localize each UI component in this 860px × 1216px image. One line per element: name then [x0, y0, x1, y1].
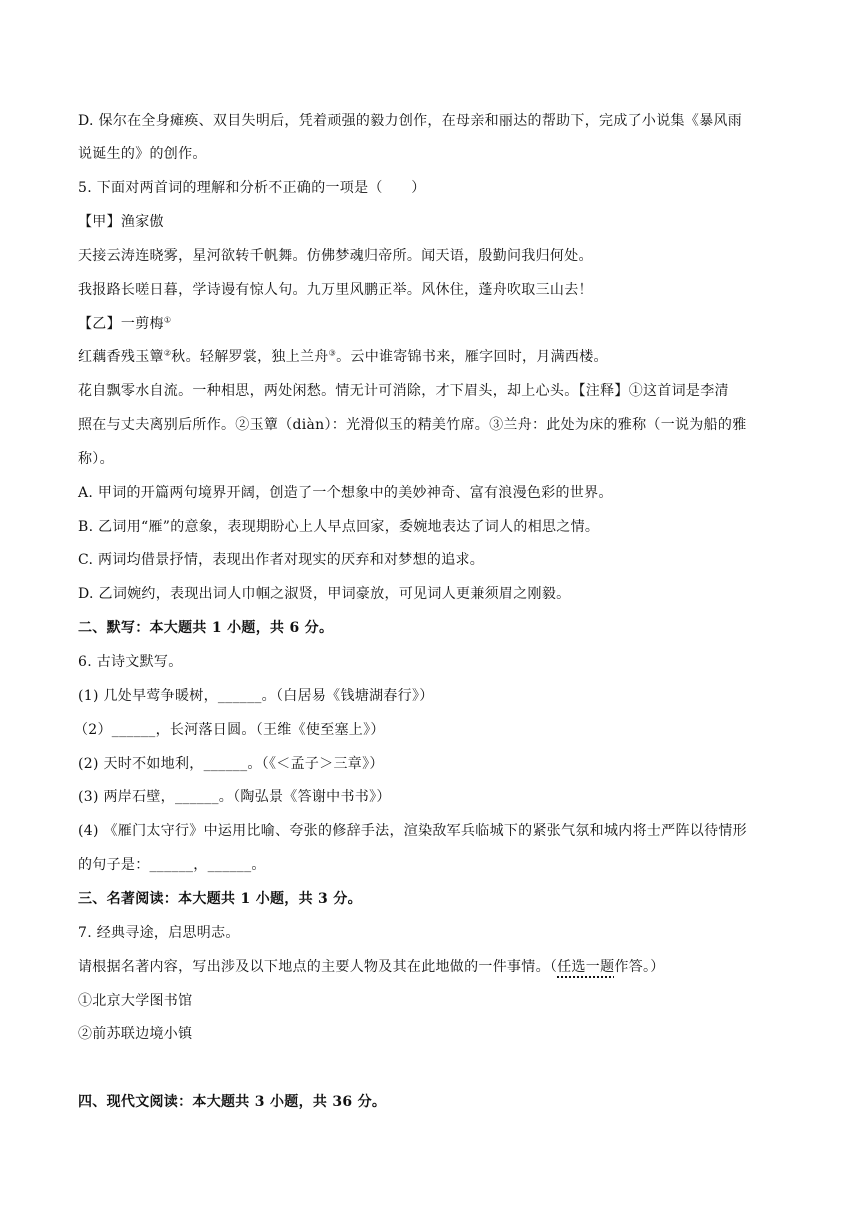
question-6: 6. 古诗文默写。	[78, 654, 183, 670]
q6-item-1: (1) 几处早莺争暖树，______。（白居易《钱塘湖春行》）	[78, 688, 434, 704]
option-d-q4-line1: D. 保尔在全身瘫痪、双目失明后，凭着顽强的毅力创作，在母亲和丽达的帮助下，完成了小说集《暴风雨	[78, 113, 743, 129]
poem-jia-line2: 我报路长嗟日暮，学诗谩有惊人句。九万里风鹏正举。风休住，蓬舟吹取三山去！	[78, 282, 593, 298]
poem-yi-line1-part2: 秋。轻解罗裳，独上兰舟	[171, 349, 329, 365]
footnote-mark-2: ②	[163, 348, 172, 358]
poem-yi-line1	[78, 347, 608, 367]
q6-item-5-line1: (4) 《雁门太守行》中运用比喻、夸张的修辞手法，渲染敌军兵临城下的紧张气氛和城内将士严阵以待情形	[78, 823, 747, 839]
question-7: 7. 经典寻途，启思明志。	[78, 925, 240, 941]
q6-item-5-line2: 的句子是：______，______。	[78, 857, 266, 873]
q6-item-4: (3) 两岸石壁，______。（陶弘景《答谢中书书》）	[78, 789, 391, 805]
q6-item-3: (2) 天时不如地利，______。（《＜孟子＞三章》）	[78, 756, 384, 772]
option-d-q4-line2: 说诞生的》的创作。	[78, 146, 207, 162]
instruction-text-start: 请根据名著内容，写出涉及以下地点的主要人物及其在此地做的一件事情。（	[78, 959, 558, 975]
section-2-heading: 二、默写：本大题共 1 小题，共 6 分。	[78, 620, 334, 636]
instruction-text-end: 作答。）	[614, 959, 665, 975]
question-5: 5. 下面对两首词的理解和分析不正确的一项是（ ）	[78, 180, 426, 196]
poem-yi-title	[78, 314, 171, 334]
poem-yi-line1-part3: 。云中谁寄锦书来，雁字回时，月满西楼。	[336, 349, 608, 365]
section-4-heading: 四、现代文阅读：本大题共 3 小题，共 36 分。	[78, 1094, 387, 1110]
poem-jia-title: 【甲】渔家傲	[78, 214, 164, 230]
q6-item-2: （2）______，长河落日圆。（王维《使至塞上》）	[74, 722, 385, 738]
option-b-q5: B. 乙词用“雁”的意象，表现期盼心上人早点回家，委婉地表达了词人的相思之情。	[78, 519, 600, 535]
annotation-line-end: 称）。	[78, 451, 114, 467]
option-c-q5: C. 两词均借景抒情，表现出作者对现实的厌弃和对梦想的追求。	[78, 552, 485, 568]
poem-yi-line2: 花自飘零水自流。一种相思，两处闲愁。情无计可消除，才下眉头，却上心头。【注释】①这首词是李清	[78, 383, 729, 399]
footnote-mark-3: ③	[328, 348, 337, 358]
option-d-q5: D. 乙词婉约，表现出词人巾帼之淑贤，甲词豪放，可见词人更兼须眉之刚毅。	[78, 586, 571, 602]
option-a-q5: A. 甲词的开篇两句境界开阔，创造了一个想象中的美妙神奇、富有浪漫色彩的世界。	[78, 485, 613, 501]
poem-jia-line1: 天接云涛连晓雾，星河欲转千帆舞。仿佛梦魂归帝所。闻天语，殷勤问我归何处。	[78, 248, 593, 264]
question-7-instruction	[78, 957, 665, 977]
section-3-heading: 三、名著阅读：本大题共 1 小题，共 3 分。	[78, 891, 362, 907]
poem-yi-line1-part1: 红藕香残玉簟	[78, 349, 164, 365]
emphasis-text: 任选一题	[557, 959, 615, 975]
q7-option-2: ②前苏联边境小镇	[78, 1026, 193, 1042]
poem-yi-title-text: 【乙】一剪梅	[78, 316, 164, 332]
footnote-mark-1: ①	[163, 315, 172, 325]
q7-option-1: ①北京大学图书馆	[78, 993, 193, 1009]
annotation-line: 照在与丈夫离别后所作。②玉簟（diàn）：光滑似玉的精美竹席。③兰舟：此处为床的雅称（一说为船的雅	[78, 417, 747, 433]
